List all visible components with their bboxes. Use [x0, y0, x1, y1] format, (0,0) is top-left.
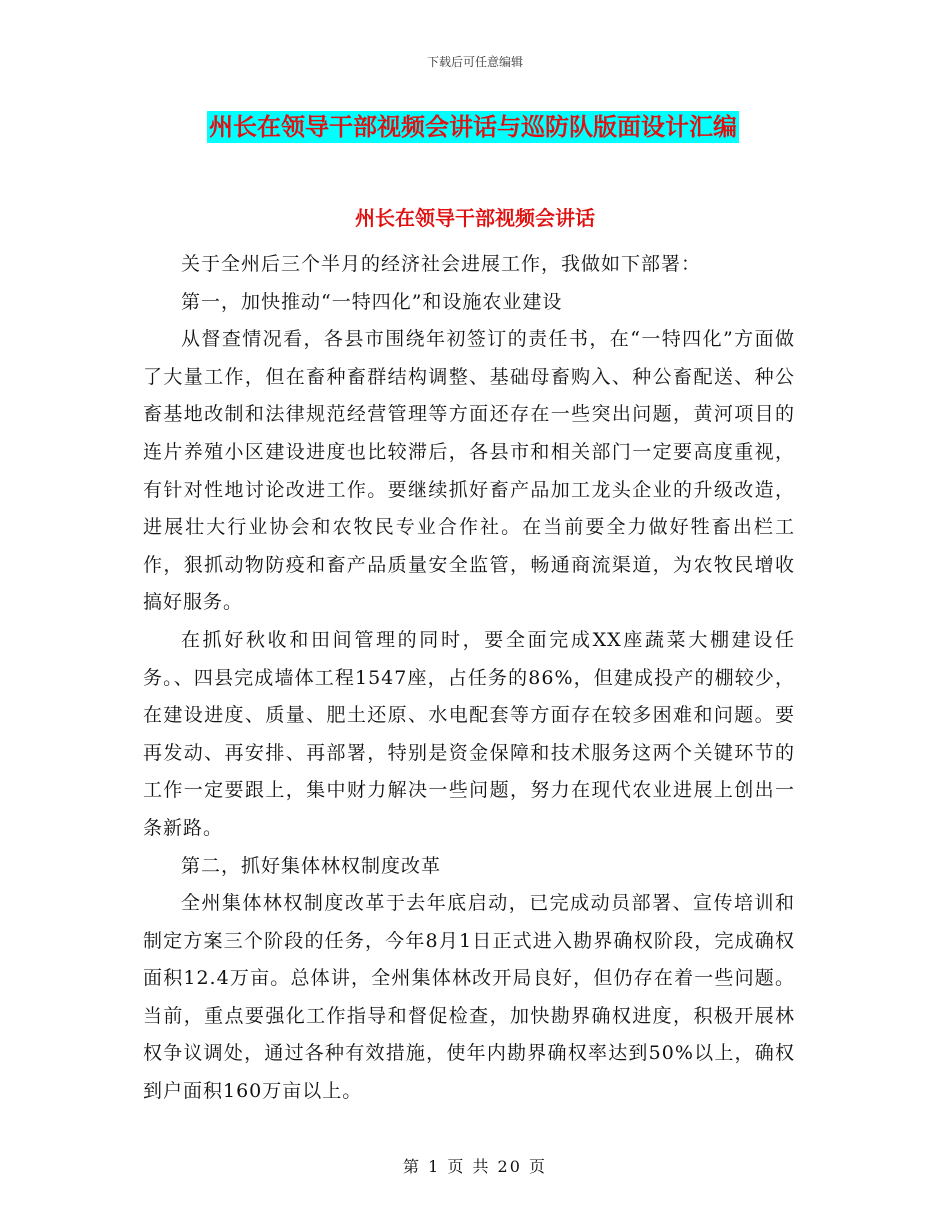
page-number-footer: 第 1 页 共 20 页: [403, 1157, 547, 1176]
paragraph-greenhouse: 在抓好秋收和田间管理的同时，要全面完成XX座蔬菜大棚建设任务。、四县完成墙体工程1547座，占任务的86%，但建成投产的棚较少，在建设进度、质量、肥土还原、水电配套等方面存在较多困难和问题。要再发动、再安排、再部署，特别是资金保障和技术服务这两个关键环节的工作一定要跟上，集中财力解决一些问题，努力在现代农业进展上创出一条新路。: [143, 628, 795, 839]
document-body: [143, 246, 795, 1111]
header-note: 下载后可任意编辑: [426, 55, 523, 69]
heading-part-one: 第一，加快推动“一特四化”和设施农业建设: [181, 290, 563, 313]
heading-part-two: 第二，抓好集体林权制度改革: [181, 854, 442, 877]
paragraph-forest-reform: 全州集体林权制度改革于去年底启动，已完成动员部署、宣传培训和制定方案三个阶段的任务，今年8月1日正式进入勘界确权阶段，完成确权面积12.4万亩。总体讲，全州集体林改开局良好，但仍存在着一些问题。当前，重点要强化工作指导和督促检查，加快勘界确权进度，积极开展林权争议调处，通过各种有效措施，使年内勘界确权率达到50%以上，确权到户面积160万亩以上。: [143, 892, 795, 1103]
section-title: 州长在领导干部视频会讲话: [355, 206, 595, 230]
paragraph-intro: 关于全州后三个半月的经济社会进展工作，我做如下部署：: [181, 253, 702, 275]
paragraph-livestock: 从督查情况看，各县市围绕年初签订的责任书，在“一特四化”方面做了大量工作，但在畜种畜群结构调整、基础母畜购入、种公畜配送、种公畜基地改制和法律规范经营管理等方面还存在一些突出问题，黄河项目的连片养殖小区建设进度也比较滞后，各县市和相关部门一定要高度重视，有针对性地讨论改进工作。要继续抓好畜产品加工龙头企业的升级改造，进展壮大行业协会和农牧民专业合作社。在当前要全力做好牲畜出栏工作，狠抓动物防疫和畜产品质量安全监管，畅通商流渠道，为农牧民增收搞好服务。: [143, 328, 795, 614]
document-main-title: 州长在领导干部视频会讲话与巡防队版面设计汇编: [209, 113, 737, 141]
